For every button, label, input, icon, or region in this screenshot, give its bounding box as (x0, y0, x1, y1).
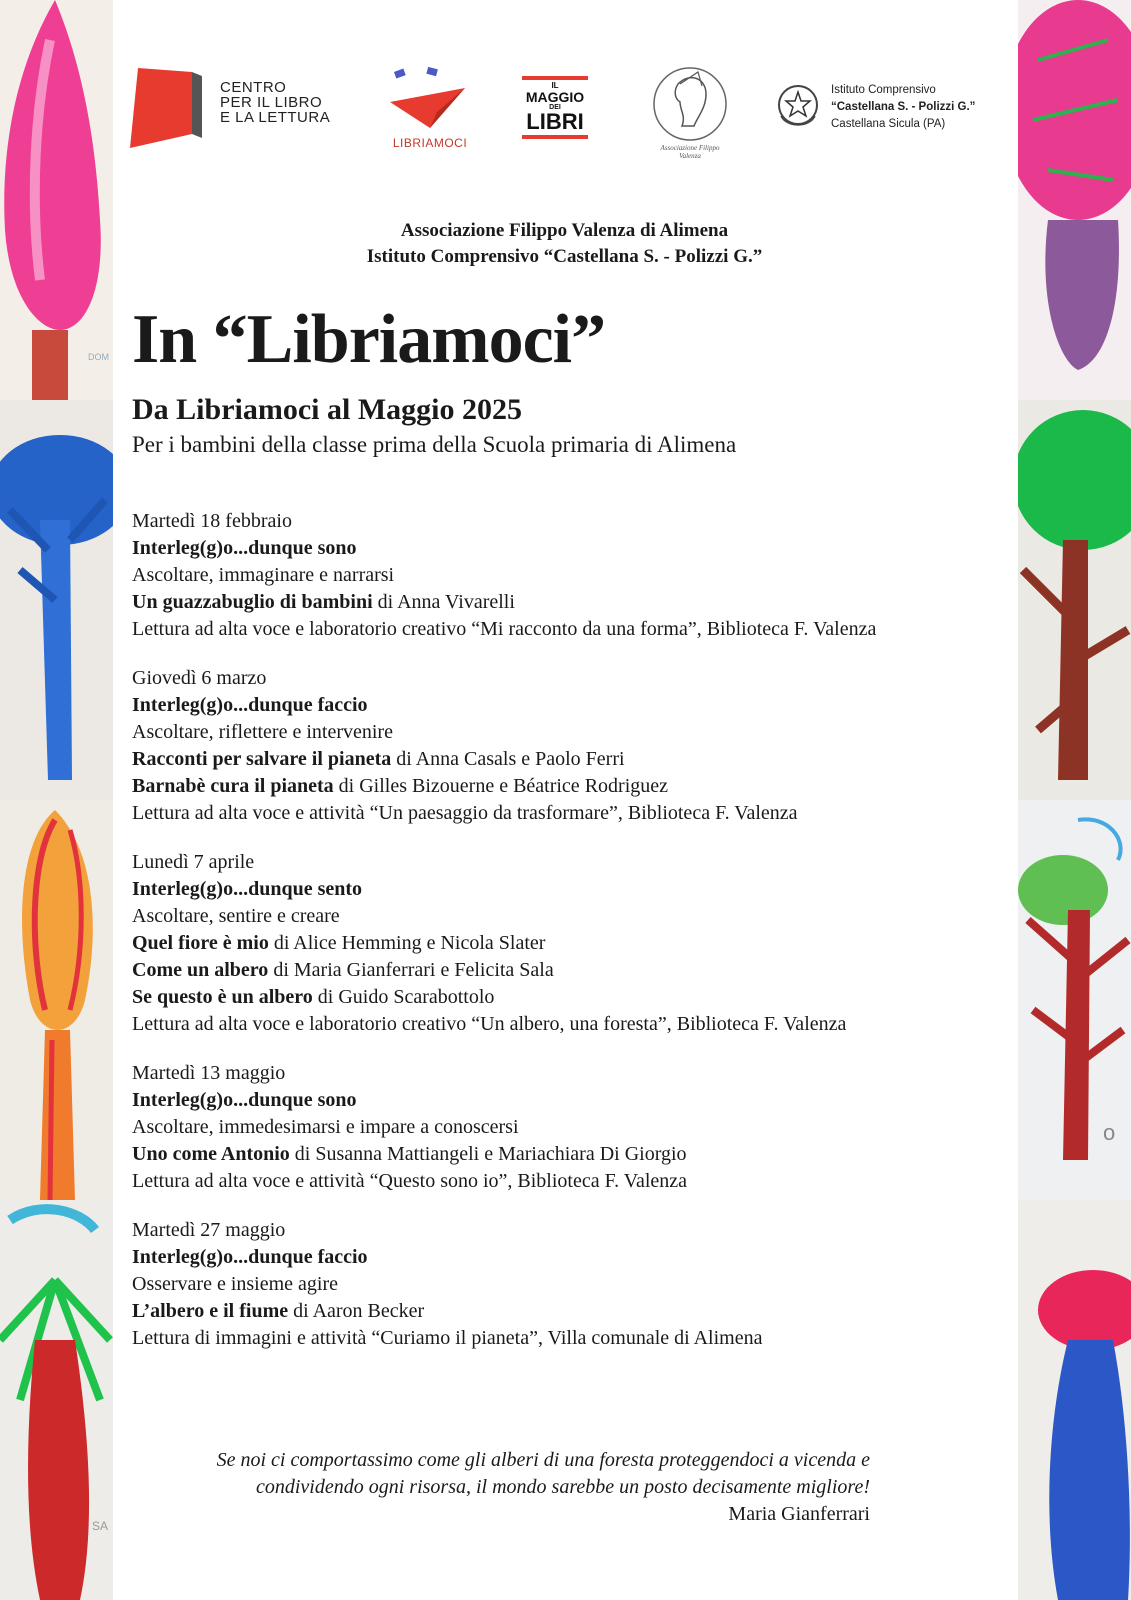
maggio-line: MAGGIO (525, 89, 585, 105)
right-painting-strip (1018, 0, 1131, 1600)
book-entry (132, 957, 1012, 984)
event-list (132, 508, 1012, 1374)
maggio-red-bar (522, 135, 588, 139)
event-date-text: Martedì 27 maggio (132, 1219, 286, 1241)
left-painting-strip (0, 0, 113, 1600)
svg-text:o: o (1103, 1120, 1116, 1145)
event-date-text: Martedì 18 febbraio (132, 510, 292, 532)
book-authors: di Alice Hemming e Nicola Slater (268, 932, 546, 954)
event-date-text: Giovedì 6 marzo (132, 667, 267, 689)
event-theme (132, 1244, 1012, 1271)
event-theme (132, 1087, 1012, 1114)
book-entry (132, 1298, 1012, 1325)
book-authors: di Gilles Bizouerne e Béatrice Rodriguez (333, 775, 668, 797)
event-description-text: Ascoltare, riflettere e intervenire (132, 721, 393, 743)
page-title: In “Libriamoci” (132, 301, 606, 378)
event-theme-text: Interleg(g)o...dunque faccio (132, 1246, 368, 1268)
book-authors: di Maria Gianferrari e Felicita Sala (268, 959, 554, 981)
event-activity (132, 1168, 1012, 1195)
event-description (132, 903, 1012, 930)
event-activity (132, 800, 1012, 827)
libriamoci-label: LIBRIAMOCI (392, 136, 468, 150)
event-theme-text: Interleg(g)o...dunque faccio (132, 694, 368, 716)
ic-line: Castellana Sicula (PA) (831, 118, 946, 130)
book-entry (132, 984, 1012, 1011)
associazione-valenza-logo (650, 64, 730, 160)
tree-painting-blue (0, 400, 113, 800)
book-authors: di Susanna Mattiangeli e Mariachiara Di Giorgio (289, 1143, 687, 1165)
book-title: Come un albero (132, 959, 269, 981)
book-title: Quel fiore è mio (132, 932, 269, 954)
paper-plane-icon (385, 64, 475, 136)
book-entry (132, 746, 1012, 773)
ic-line: “Castellana S. - Polizzi G.” (831, 101, 976, 113)
event-description (132, 1114, 1012, 1141)
book-title: Racconti per salvare il pianeta (132, 748, 392, 770)
book-title: Uno come Antonio (132, 1143, 290, 1165)
closing-quote (150, 1447, 870, 1528)
book-entry (132, 1141, 1012, 1168)
libriamoci-logo (385, 64, 475, 154)
event-description-text: Ascoltare, sentire e creare (132, 905, 340, 927)
event-date-text: Martedì 13 maggio (132, 1062, 286, 1084)
event-block (132, 1060, 1012, 1195)
event-theme-text: Interleg(g)o...dunque sono (132, 537, 357, 559)
event-date (132, 1060, 1012, 1087)
logo-row (130, 60, 1000, 160)
event-block (132, 849, 1012, 1038)
organizer-line: Istituto Comprensivo “Castellana S. - Polizzi G.” (366, 246, 763, 267)
tree-painting-green (1018, 400, 1131, 800)
event-activity-text: Lettura ad alta voce e laboratorio creativo “Un albero, una foresta”, Biblioteca F. Valenza (132, 1013, 847, 1035)
svg-text:SA: SA (92, 1519, 109, 1533)
quote-line: Se noi ci comportassimo come gli alberi di una foresta proteggendoci a vicenda e (216, 1449, 870, 1471)
page-subtitle: Da Libriamoci al Maggio 2025 (132, 393, 522, 426)
tree-painting-pink (0, 0, 113, 400)
cpl-line: CENTRO (220, 79, 287, 96)
book-authors: di Guido Scarabottolo (312, 986, 495, 1008)
organizers (132, 218, 997, 270)
event-activity-text: Lettura ad alta voce e attività “Questo sono io”, Biblioteca F. Valenza (132, 1170, 688, 1192)
book-title: L’albero e il fiume (132, 1300, 289, 1322)
quote-line: condividendo ogni risorsa, il mondo sarebbe un posto decisamente migliore! (255, 1476, 870, 1498)
event-activity (132, 1011, 1012, 1038)
book-authors: di Anna Casals e Paolo Ferri (391, 748, 625, 770)
event-theme-text: Interleg(g)o...dunque sono (132, 1089, 357, 1111)
event-description-text: Osservare e insieme agire (132, 1273, 339, 1295)
maggio-line: LIBRI (526, 109, 584, 134)
athena-head-icon (650, 64, 730, 156)
event-activity-text: Lettura ad alta voce e laboratorio creativo “Mi racconto da una forma”, Biblioteca F. Valenza (132, 618, 877, 640)
book-entry (132, 773, 1012, 800)
istituto-comprensivo-logo (775, 80, 1005, 140)
event-theme (132, 876, 1012, 903)
organizer-line: Associazione Filippo Valenza di Alimena (400, 220, 729, 241)
ic-line: Istituto Comprensivo (831, 84, 936, 96)
event-theme (132, 692, 1012, 719)
event-description-text: Ascoltare, immaginare e narrarsi (132, 564, 395, 586)
maggio-line: IL (551, 81, 559, 90)
tree-painting-purple (1018, 0, 1131, 400)
event-description (132, 719, 1012, 746)
event-theme-text: Interleg(g)o...dunque sento (132, 878, 363, 900)
tree-painting-palm (0, 1200, 113, 1600)
book-entry (132, 930, 1012, 957)
tree-painting-red-blue (1018, 1200, 1131, 1600)
republic-emblem-icon (775, 80, 821, 132)
maggio-red-bar (522, 76, 588, 80)
event-date (132, 1217, 1012, 1244)
event-date-text: Lunedì 7 aprile (132, 851, 255, 873)
afv-signature: Associazione Filippo Valenza (660, 144, 720, 160)
book-title: Barnabè cura il pianeta (132, 775, 334, 797)
event-activity-text: Lettura ad alta voce e attività “Un paesaggio da trasformare”, Biblioteca F. Valenza (132, 802, 798, 824)
cpl-book-icon (130, 64, 210, 150)
event-description-text: Ascoltare, immedesimarsi e impare a conoscersi (132, 1116, 519, 1138)
maggio-dei-libri-logo (520, 76, 590, 140)
tree-painting-fire (0, 800, 113, 1200)
svg-text:DOM: DOM (88, 352, 109, 362)
tree-painting-bushy (1018, 800, 1131, 1200)
cpl-line: PER IL LIBRO (220, 94, 323, 111)
book-entry (132, 589, 1012, 616)
book-authors: di Anna Vivarelli (372, 591, 515, 613)
event-description (132, 1271, 1012, 1298)
event-date (132, 665, 1012, 692)
book-authors: di Aaron Becker (288, 1300, 425, 1322)
event-activity (132, 1325, 1012, 1352)
event-date (132, 508, 1012, 535)
event-activity (132, 616, 1012, 643)
quote-author: Maria Gianferrari (728, 1503, 870, 1525)
centro-libro-lettura-logo (130, 64, 360, 150)
event-theme (132, 535, 1012, 562)
event-block (132, 508, 1012, 643)
book-title: Un guazzabuglio di bambini (132, 591, 373, 613)
event-description (132, 562, 1012, 589)
event-activity-text: Lettura di immagini e attività “Curiamo il pianeta”, Villa comunale di Alimena (132, 1327, 763, 1349)
book-title: Se questo è un albero (132, 986, 313, 1008)
page-tagline: Per i bambini della classe prima della Scuola primaria di Alimena (132, 432, 737, 457)
event-date (132, 849, 1012, 876)
cpl-line: E LA LETTURA (220, 109, 331, 126)
maggio-line: DEI (549, 104, 561, 111)
event-block (132, 665, 1012, 827)
event-block (132, 1217, 1012, 1352)
